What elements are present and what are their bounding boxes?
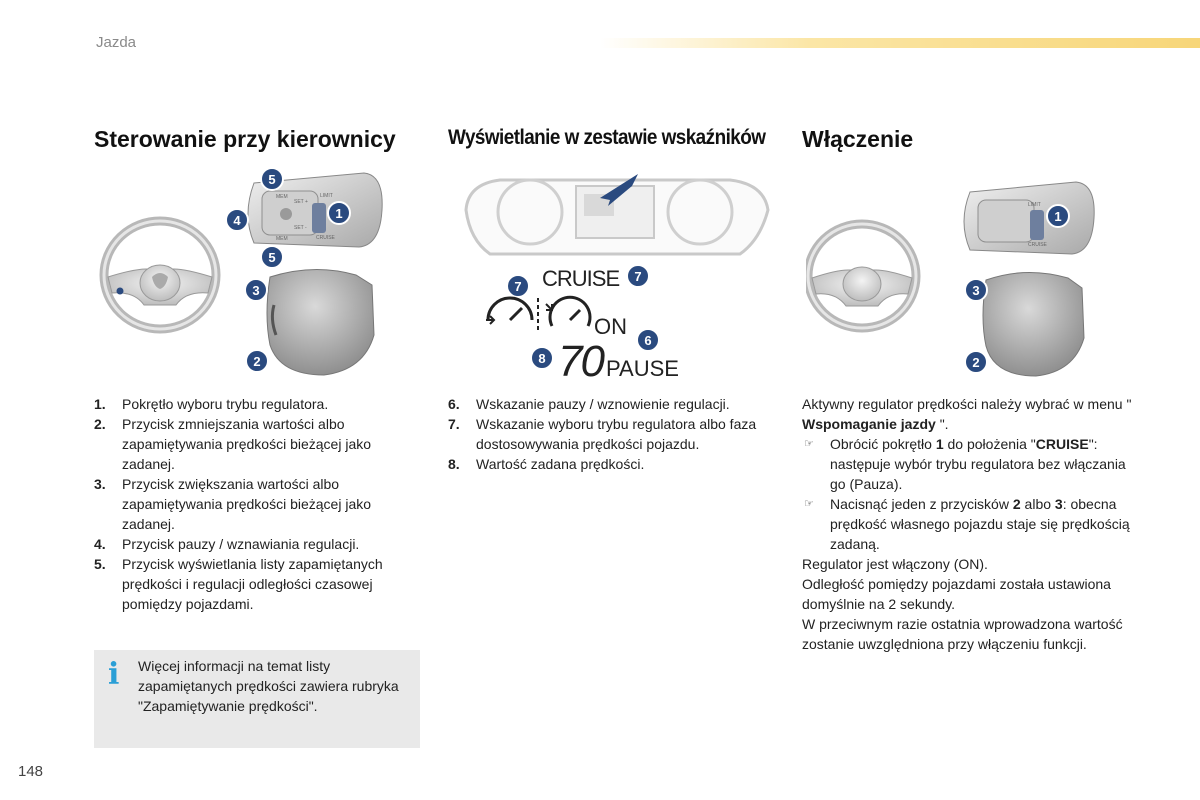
pointing-hand-icon: ☞ [804,498,814,510]
page-number: 148 [18,763,44,780]
badge-2 [246,350,268,372]
info-text: Więcej informacji na temat listy zapamiętanych prędkości zawiera rubryka "Zapamiętywanie prędkości". [138,658,399,714]
list-item: 6. Wskazanie pauzy / wznowienie regulacji. [448,396,730,412]
activation-figure [806,178,1106,378]
speedometer-adjust-icon [486,298,538,330]
list-item: 4. Przycisk pauzy / wznawiania regulacji. [94,536,360,552]
badge-2-right [965,351,987,373]
wheel-buttons-pad-icon-right [983,272,1084,376]
section-label: Jazda [96,34,137,51]
speedometer-on-icon [546,297,590,326]
svg-text:2: 2 [253,354,261,369]
stalk-label-cruise: CRUISE [316,235,335,241]
svg-text:4: 4 [233,213,241,228]
badge-1-right [1047,205,1069,227]
list-item: 2. Przycisk zmniejszania wartości albo zapamiętywania prędkości bieżącej jako zadanej. [94,416,372,472]
stalk-label-cruise-right: CRUISE [1028,242,1047,248]
intro-paragraph: Aktywny regulator prędkości należy wybrać w menu " Wspomaganie jazdy ". [802,396,1132,432]
display-pause-text: PAUSE [606,356,679,381]
wheel-buttons-pad-icon [267,269,374,375]
svg-text:7: 7 [514,279,522,294]
instrument-cluster-figure [460,170,780,385]
stalk-label-set-plus: SET + [294,199,308,205]
display-cruise-text: CRUISE [542,266,620,291]
list-item: 8. Wartość zadana prędkości. [448,456,645,472]
svg-text:8: 8 [538,351,546,366]
svg-text:3: 3 [252,283,260,298]
badge-7-right [627,265,649,287]
steering-controls-figure [94,165,414,380]
list-item: 7. Wskazanie wyboru trybu regulatora albo faza dostosowywania prędkości pojazdu. [448,416,757,452]
badge-3 [245,279,267,301]
svg-text:5: 5 [268,172,276,187]
list-item: 1. Pokrętło wyboru trybu regulatora. [94,396,329,412]
badge-5-top [261,168,283,190]
badge-4 [226,209,248,231]
step-press-button: ☞ Nacisnąć jeden z przycisków 2 albo 3: obecna prędkość własnego pojazdu staje się prędkością zadaną. [804,496,1130,552]
list-item: 5. Przycisk wyświetlania listy zapamiętanych prędkości i regulacji odległości czasowej pomiędzy pojazdami. [94,556,383,612]
steering-wheel-icon [104,221,216,329]
header-accent-bar [600,38,1200,48]
stalk-label-limit: LIMIT [320,193,333,199]
step-rotate-dial: ☞ Obrócić pokrętło 1 do położenia "CRUISE": następuje wybór trybu regulatora bez włączania go (Pauza). [804,436,1126,492]
display-speed-value: 70 [558,337,603,385]
stalk-label-set-minus: SET - [294,225,307,231]
cruise-stalk-icon-right [964,182,1094,254]
steering-wheel-icon-right [808,224,916,328]
badge-8 [531,347,553,369]
badge-7-left [507,275,529,297]
dashboard-outline-icon [466,174,768,254]
svg-text:7: 7 [634,269,642,284]
activation-instructions [802,394,1132,654]
display-on-text: ON [594,314,627,339]
badge-1 [328,202,350,224]
stalk-label-mem-top: MEM [276,194,288,200]
distance-default-paragraph: Odległość pomiędzy pojazdami została ustawiona domyślnie na 2 sekundy. [802,576,1111,612]
svg-text:5: 5 [268,250,276,265]
svg-text:1: 1 [335,206,343,221]
stalk-label-limit-right: LIMIT [1028,202,1041,208]
svg-text:3: 3 [972,283,980,298]
pointing-hand-icon: ☞ [804,438,814,450]
left-column-title: Sterowanie przy kierownicy [94,126,396,152]
right-column-title: Włączenie [802,126,914,152]
badge-6 [637,329,659,351]
svg-text:6: 6 [644,333,652,348]
svg-text:2: 2 [972,355,980,370]
info-icon: i [108,657,120,692]
badge-3-right [965,279,987,301]
stalk-label-mem-bottom: MEM [276,236,288,242]
svg-text:1: 1 [1054,209,1062,224]
controls-list [94,394,420,614]
info-box [94,650,420,748]
last-value-paragraph: W przeciwnym razie ostatnia wprowadzona wartość zostanie uwzględniona przy włączeniu funkcji. [802,616,1123,652]
middle-column-title: Wyświetlanie w zestawie wskaźników [448,126,766,149]
status-on-paragraph: Regulator jest włączony (ON). [802,556,988,572]
badge-5-bottom [261,246,283,268]
display-indicators-list [448,394,774,474]
list-item: 3. Przycisk zwiększania wartości albo zapamiętywania prędkości bieżącej jako zadanej. [94,476,372,532]
